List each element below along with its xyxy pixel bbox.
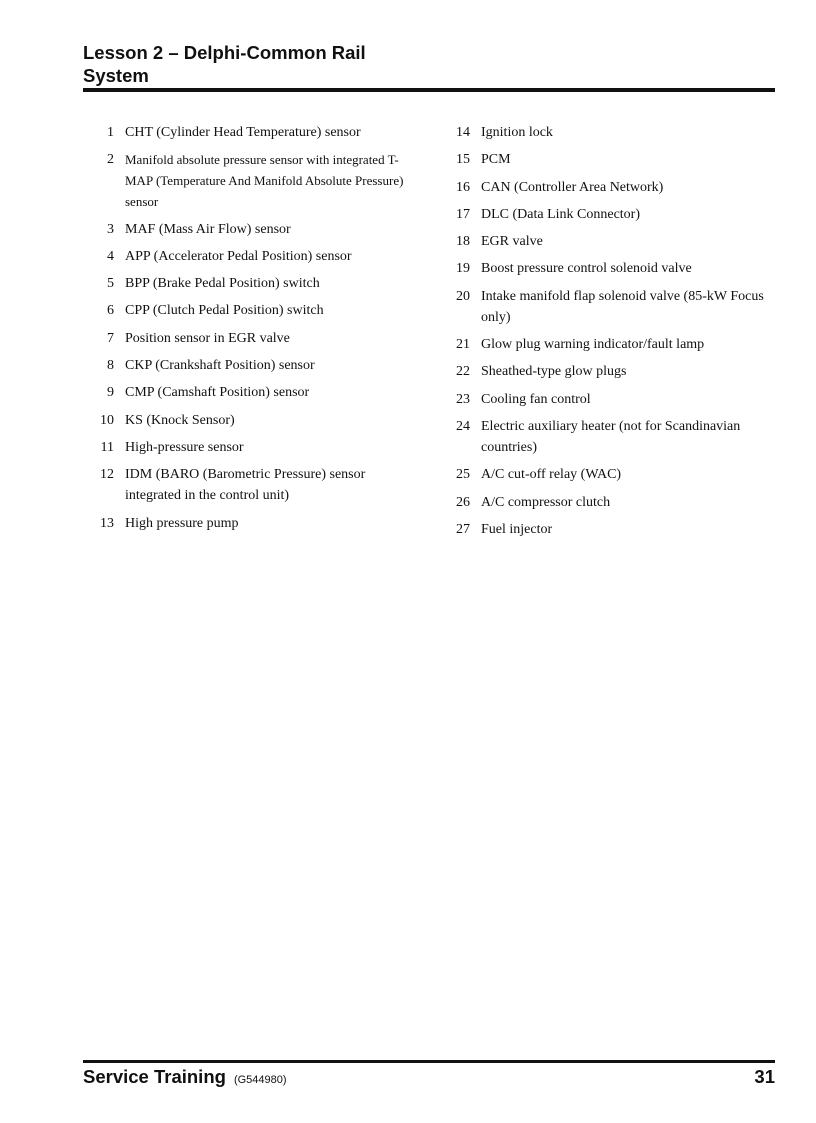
- list-item: [448, 492, 768, 513]
- list-item: [448, 149, 768, 170]
- footer: [83, 1066, 287, 1088]
- item-text: Cooling fan control: [481, 391, 591, 407]
- item-text: DLC (Data Link Connector): [481, 206, 641, 222]
- item-number: 7: [107, 330, 114, 346]
- item-text: CKP (Crankshaft Position) sensor: [125, 358, 315, 374]
- item-number: 5: [107, 276, 114, 292]
- item-text: CHT (Cylinder Head Temperature) sensor: [125, 125, 361, 140]
- footer-title: Service Training: [83, 1066, 226, 1087]
- item-number: 15: [456, 152, 470, 168]
- item-number: 19: [456, 261, 470, 277]
- footer-code: (G544980): [233, 1074, 287, 1086]
- item-number: 12: [100, 467, 114, 483]
- item-text: A/C cut-off relay (WAC): [481, 467, 622, 483]
- item-number: 18: [456, 234, 470, 250]
- list-item: [448, 334, 768, 355]
- item-text: EGR valve: [481, 234, 543, 250]
- item-text: Position sensor in EGR valve: [125, 330, 290, 346]
- list-item: [92, 410, 412, 431]
- list-item: [92, 122, 412, 143]
- item-number: 22: [456, 364, 470, 380]
- list-item: [92, 273, 412, 294]
- item-text: Manifold absolute pressure sensor with integrated T-MAP (Temperature And Manifold Absolute Pressure) sensor: [125, 152, 404, 210]
- list-item: [448, 416, 768, 458]
- list-item: [448, 286, 768, 328]
- item-text: Ignition lock: [481, 125, 553, 140]
- list-item: [448, 204, 768, 225]
- list-item: [448, 122, 768, 143]
- item-text: CAN (Controller Area Network): [481, 179, 664, 195]
- item-number: 10: [100, 412, 114, 428]
- list-item: [448, 389, 768, 410]
- item-number: 16: [456, 179, 470, 195]
- item-number: 3: [107, 221, 114, 237]
- list-item: [448, 258, 768, 279]
- list-item: [92, 382, 412, 403]
- item-number: 13: [100, 515, 114, 531]
- item-number: 26: [456, 494, 470, 510]
- list-item: [92, 513, 412, 534]
- item-number: 27: [456, 521, 470, 537]
- list-item: [448, 464, 768, 485]
- item-number: 6: [107, 303, 114, 319]
- list-item: [92, 355, 412, 376]
- list-item: [448, 361, 768, 382]
- item-text: A/C compressor clutch: [481, 494, 611, 510]
- item-number: 9: [107, 385, 114, 401]
- item-number: 8: [107, 358, 114, 374]
- item-text: MAF (Mass Air Flow) sensor: [125, 221, 291, 237]
- item-number: 14: [456, 125, 470, 140]
- item-text: KS (Knock Sensor): [125, 412, 235, 428]
- item-text: CPP (Clutch Pedal Position) switch: [125, 303, 324, 319]
- item-text: High-pressure sensor: [125, 439, 244, 455]
- item-text: High pressure pump: [125, 515, 239, 531]
- list-item: [92, 300, 412, 321]
- list-item: [92, 246, 412, 267]
- item-text: BPP (Brake Pedal Position) switch: [125, 276, 320, 292]
- item-text: Sheathed-type glow plugs: [481, 364, 627, 380]
- item-number: 17: [456, 206, 470, 222]
- right-item-list: [448, 122, 768, 546]
- item-number: 1: [107, 125, 114, 140]
- header-rule: [83, 88, 775, 92]
- item-number: 11: [100, 439, 114, 455]
- item-number: 24: [456, 418, 470, 434]
- item-number: 21: [456, 337, 470, 353]
- item-number: 2: [107, 152, 114, 168]
- item-text: PCM: [481, 152, 511, 168]
- page-title: [83, 41, 483, 87]
- item-text: Intake manifold flap solenoid valve (85-kW Focus only): [481, 288, 764, 325]
- page-title-line-2: System: [83, 65, 149, 86]
- list-item: [448, 177, 768, 198]
- list-item: [92, 219, 412, 240]
- item-text: Fuel injector: [481, 521, 553, 537]
- item-text: Glow plug warning indicator/fault lamp: [481, 337, 705, 353]
- item-text: CMP (Camshaft Position) sensor: [125, 385, 310, 401]
- item-number: 25: [456, 467, 470, 483]
- list-item: [448, 231, 768, 252]
- item-text: Boost pressure control solenoid valve: [481, 261, 692, 277]
- item-text: IDM (BARO (Barometric Pressure) sensor integrated in the control unit): [125, 467, 366, 504]
- list-item: [92, 149, 412, 212]
- item-number: 20: [456, 288, 470, 304]
- page-number: 31: [754, 1066, 775, 1087]
- list-item: [92, 328, 412, 349]
- footer-rule: [83, 1060, 775, 1063]
- left-item-list: [92, 122, 412, 540]
- item-number: 23: [456, 391, 470, 407]
- page-title-line-1: Lesson 2 – Delphi-Common Rail: [83, 42, 366, 63]
- list-item: [92, 464, 412, 506]
- item-number: 4: [107, 248, 114, 264]
- list-item: [92, 437, 412, 458]
- list-item: [448, 519, 768, 540]
- item-text: APP (Accelerator Pedal Position) sensor: [125, 248, 352, 264]
- item-text: Electric auxiliary heater (not for Scandinavian countries): [481, 418, 741, 455]
